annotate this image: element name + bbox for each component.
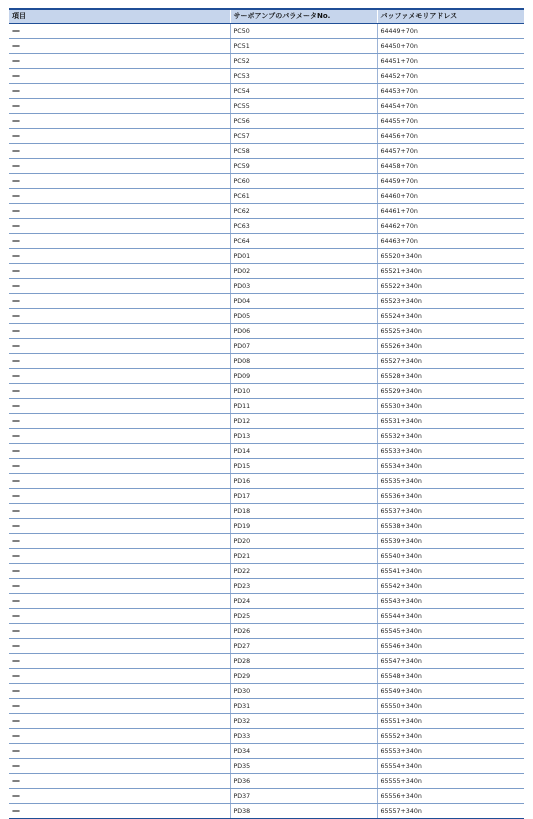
cell-parameter-no: PC64 [230,234,377,249]
table-row [9,639,524,654]
cell-buffer-address: 65531+340n [377,414,524,429]
cell-buffer-address: 64463+70n [377,234,524,249]
cell-item [9,489,230,504]
cell-parameter-no: PD21 [230,549,377,564]
cell-item [9,339,230,354]
cell-buffer-address: 65547+340n [377,654,524,669]
cell-item [9,504,230,519]
cell-parameter-no: PD08 [230,354,377,369]
cell-item [9,24,230,39]
cell-buffer-address: 64450+70n [377,39,524,54]
cell-item [9,714,230,729]
table-row [9,429,524,444]
cell-item-value: — [12,596,20,605]
table-row [9,309,524,324]
table-row [9,204,524,219]
cell-item [9,414,230,429]
cell-item-value: — [12,461,20,470]
cell-item-value: — [12,416,20,425]
cell-buffer-address: 64454+70n [377,99,524,114]
cell-item-value: — [12,716,20,725]
cell-parameter-no: PC53 [230,69,377,84]
cell-buffer-address: 65550+340n [377,699,524,714]
cell-item [9,204,230,219]
cell-buffer-address: 65548+340n [377,669,524,684]
table-row [9,114,524,129]
cell-item-value: — [12,221,20,230]
cell-parameter-no: PC58 [230,144,377,159]
cell-item-value: — [12,776,20,785]
cell-item-value: — [12,56,20,65]
cell-item [9,789,230,804]
table-row [9,39,524,54]
cell-item [9,54,230,69]
cell-item [9,249,230,264]
table-row [9,279,524,294]
table-row [9,414,524,429]
cell-parameter-no: PD30 [230,684,377,699]
table-row [9,804,524,819]
cell-item-value: — [12,26,20,35]
cell-parameter-no: PC60 [230,174,377,189]
table-row [9,384,524,399]
cell-item-value: — [12,701,20,710]
cell-buffer-address: 64457+70n [377,144,524,159]
table-row [9,339,524,354]
cell-item [9,144,230,159]
cell-item [9,159,230,174]
cell-buffer-address: 65557+340n [377,804,524,819]
cell-buffer-address: 64455+70n [377,114,524,129]
table-row [9,144,524,159]
cell-item [9,444,230,459]
cell-buffer-address: 65543+340n [377,594,524,609]
cell-item [9,294,230,309]
table-row [9,324,524,339]
cell-buffer-address: 64461+70n [377,204,524,219]
cell-item-value: — [12,641,20,650]
table-row [9,354,524,369]
cell-buffer-address: 64456+70n [377,129,524,144]
table-row [9,489,524,504]
cell-item [9,234,230,249]
cell-item-value: — [12,281,20,290]
table-row [9,459,524,474]
table-row [9,624,524,639]
cell-item [9,174,230,189]
cell-item-value: — [12,116,20,125]
cell-parameter-no: PC56 [230,114,377,129]
cell-item-value: — [12,101,20,110]
cell-buffer-address: 65522+340n [377,279,524,294]
cell-parameter-no: PC63 [230,219,377,234]
cell-parameter-no: PD17 [230,489,377,504]
cell-item [9,99,230,114]
table-row [9,789,524,804]
table-row [9,369,524,384]
cell-parameter-no: PD38 [230,804,377,819]
cell-parameter-no: PD03 [230,279,377,294]
cell-item-value: — [12,791,20,800]
parameter-address-table-container [9,8,524,819]
cell-item [9,129,230,144]
cell-buffer-address: 65539+340n [377,534,524,549]
cell-item [9,309,230,324]
cell-item-value: — [12,191,20,200]
cell-item-value: — [12,626,20,635]
cell-parameter-no: PD11 [230,399,377,414]
table-row [9,519,524,534]
cell-item-value: — [12,86,20,95]
cell-buffer-address: 65532+340n [377,429,524,444]
cell-item-value: — [12,146,20,155]
cell-buffer-address: 65541+340n [377,564,524,579]
cell-item [9,804,230,819]
cell-item [9,534,230,549]
cell-buffer-address: 65552+340n [377,729,524,744]
cell-buffer-address: 65525+340n [377,324,524,339]
cell-item [9,699,230,714]
cell-buffer-address: 64460+70n [377,189,524,204]
cell-parameter-no: PC54 [230,84,377,99]
table-row [9,594,524,609]
table-row [9,729,524,744]
cell-buffer-address: 65555+340n [377,774,524,789]
cell-item-value: — [12,581,20,590]
cell-parameter-no: PD15 [230,459,377,474]
cell-buffer-address: 65523+340n [377,294,524,309]
cell-buffer-address: 65546+340n [377,639,524,654]
cell-parameter-no: PD29 [230,669,377,684]
table-row [9,234,524,249]
cell-buffer-address: 65537+340n [377,504,524,519]
cell-parameter-no: PC51 [230,39,377,54]
cell-buffer-address: 64451+70n [377,54,524,69]
cell-item [9,474,230,489]
table-row [9,654,524,669]
cell-item-value: — [12,176,20,185]
cell-buffer-address: 64462+70n [377,219,524,234]
cell-buffer-address: 65536+340n [377,489,524,504]
table-header-row [9,9,524,24]
table-row [9,249,524,264]
cell-buffer-address: 65549+340n [377,684,524,699]
table-row [9,564,524,579]
table-row [9,399,524,414]
table-row [9,84,524,99]
table-row [9,99,524,114]
table-row [9,579,524,594]
cell-parameter-no: PD12 [230,414,377,429]
cell-parameter-no: PD32 [230,714,377,729]
cell-item [9,459,230,474]
cell-item-value: — [12,236,20,245]
table-row [9,189,524,204]
cell-parameter-no: PD24 [230,594,377,609]
cell-item-value: — [12,311,20,320]
table-row [9,699,524,714]
cell-item-value: — [12,41,20,50]
cell-parameter-no: PC50 [230,24,377,39]
cell-item-value: — [12,386,20,395]
cell-buffer-address: 65535+340n [377,474,524,489]
cell-parameter-no: PD02 [230,264,377,279]
cell-parameter-no: PD06 [230,324,377,339]
cell-item [9,219,230,234]
cell-item [9,624,230,639]
cell-parameter-no: PD22 [230,564,377,579]
cell-item [9,69,230,84]
cell-item [9,429,230,444]
cell-item-value: — [12,566,20,575]
table-row [9,129,524,144]
cell-item-value: — [12,341,20,350]
cell-buffer-address: 64459+70n [377,174,524,189]
table-row [9,474,524,489]
table-row [9,609,524,624]
cell-buffer-address: 65533+340n [377,444,524,459]
cell-item [9,264,230,279]
cell-item-value: — [12,71,20,80]
cell-item [9,549,230,564]
table-row [9,534,524,549]
cell-item-value: — [12,521,20,530]
table-row [9,744,524,759]
cell-item-value: — [12,656,20,665]
cell-item-value: — [12,401,20,410]
cell-parameter-no: PD34 [230,744,377,759]
cell-buffer-address: 65538+340n [377,519,524,534]
cell-item [9,729,230,744]
cell-parameter-no: PC59 [230,159,377,174]
cell-parameter-no: PC55 [230,99,377,114]
cell-item-value: — [12,611,20,620]
table-row [9,684,524,699]
table-body [9,24,524,819]
cell-item-value: — [12,251,20,260]
cell-item [9,759,230,774]
header-item: 項目 [9,9,230,24]
cell-item [9,354,230,369]
cell-parameter-no: PD01 [230,249,377,264]
cell-parameter-no: PD18 [230,504,377,519]
cell-parameter-no: PD20 [230,534,377,549]
table-row [9,549,524,564]
table-row [9,294,524,309]
cell-parameter-no: PD16 [230,474,377,489]
cell-item-value: — [12,761,20,770]
cell-item [9,324,230,339]
cell-item-value: — [12,356,20,365]
cell-item-value: — [12,266,20,275]
cell-item-value: — [12,731,20,740]
cell-parameter-no: PD09 [230,369,377,384]
cell-item-value: — [12,476,20,485]
cell-parameter-no: PD26 [230,624,377,639]
cell-buffer-address: 65529+340n [377,384,524,399]
cell-item [9,114,230,129]
cell-item-value: — [12,806,20,815]
cell-buffer-address: 65542+340n [377,579,524,594]
cell-parameter-no: PD13 [230,429,377,444]
cell-parameter-no: PD04 [230,294,377,309]
cell-item [9,519,230,534]
table-row [9,504,524,519]
cell-item [9,84,230,99]
cell-parameter-no: PD19 [230,519,377,534]
cell-item-value: — [12,326,20,335]
cell-buffer-address: 64458+70n [377,159,524,174]
cell-parameter-no: PD37 [230,789,377,804]
cell-item [9,669,230,684]
cell-parameter-no: PD27 [230,639,377,654]
cell-item [9,39,230,54]
cell-item [9,384,230,399]
cell-parameter-no: PD05 [230,309,377,324]
cell-item-value: — [12,536,20,545]
cell-buffer-address: 65528+340n [377,369,524,384]
cell-item [9,684,230,699]
cell-buffer-address: 65553+340n [377,744,524,759]
header-buffer-memory-address: バッファメモリアドレス [377,9,524,24]
table-row [9,159,524,174]
cell-buffer-address: 65527+340n [377,354,524,369]
cell-item-value: — [12,551,20,560]
cell-item [9,399,230,414]
cell-item-value: — [12,371,20,380]
cell-parameter-no: PD35 [230,759,377,774]
header-servo-parameter-no: サーボアンプのパラメータNo. [230,9,377,24]
cell-item [9,639,230,654]
cell-item [9,189,230,204]
cell-buffer-address: 65520+340n [377,249,524,264]
cell-item-value: — [12,131,20,140]
cell-parameter-no: PD31 [230,699,377,714]
cell-item-value: — [12,491,20,500]
table-row [9,714,524,729]
cell-buffer-address: 64453+70n [377,84,524,99]
cell-buffer-address: 64452+70n [377,69,524,84]
cell-item-value: — [12,161,20,170]
cell-buffer-address: 65530+340n [377,399,524,414]
cell-parameter-no: PC61 [230,189,377,204]
cell-buffer-address: 65526+340n [377,339,524,354]
cell-buffer-address: 65554+340n [377,759,524,774]
cell-item [9,609,230,624]
cell-item [9,744,230,759]
table-row [9,669,524,684]
cell-item [9,279,230,294]
cell-buffer-address: 65521+340n [377,264,524,279]
cell-buffer-address: 65545+340n [377,624,524,639]
cell-parameter-no: PC57 [230,129,377,144]
cell-parameter-no: PD25 [230,609,377,624]
cell-parameter-no: PD28 [230,654,377,669]
cell-item-value: — [12,296,20,305]
cell-item [9,594,230,609]
cell-parameter-no: PD07 [230,339,377,354]
table-row [9,219,524,234]
cell-buffer-address: 65534+340n [377,459,524,474]
cell-buffer-address: 64449+70n [377,24,524,39]
cell-item-value: — [12,506,20,515]
table-row [9,444,524,459]
cell-item-value: — [12,446,20,455]
cell-item [9,774,230,789]
cell-item [9,579,230,594]
cell-buffer-address: 65544+340n [377,609,524,624]
cell-parameter-no: PD33 [230,729,377,744]
cell-item [9,654,230,669]
cell-parameter-no: PD23 [230,579,377,594]
cell-buffer-address: 65556+340n [377,789,524,804]
table-row [9,54,524,69]
cell-item-value: — [12,671,20,680]
cell-parameter-no: PC62 [230,204,377,219]
table-row [9,264,524,279]
cell-parameter-no: PD14 [230,444,377,459]
cell-item-value: — [12,206,20,215]
cell-buffer-address: 65540+340n [377,549,524,564]
cell-buffer-address: 65551+340n [377,714,524,729]
cell-parameter-no: PC52 [230,54,377,69]
cell-item-value: — [12,431,20,440]
cell-parameter-no: PD10 [230,384,377,399]
table-row [9,24,524,39]
cell-item-value: — [12,686,20,695]
cell-item [9,564,230,579]
cell-item-value: — [12,746,20,755]
table-row [9,174,524,189]
table-row [9,774,524,789]
table-row [9,759,524,774]
cell-parameter-no: PD36 [230,774,377,789]
cell-buffer-address: 65524+340n [377,309,524,324]
parameter-address-table [9,8,524,819]
cell-item [9,369,230,384]
table-row [9,69,524,84]
